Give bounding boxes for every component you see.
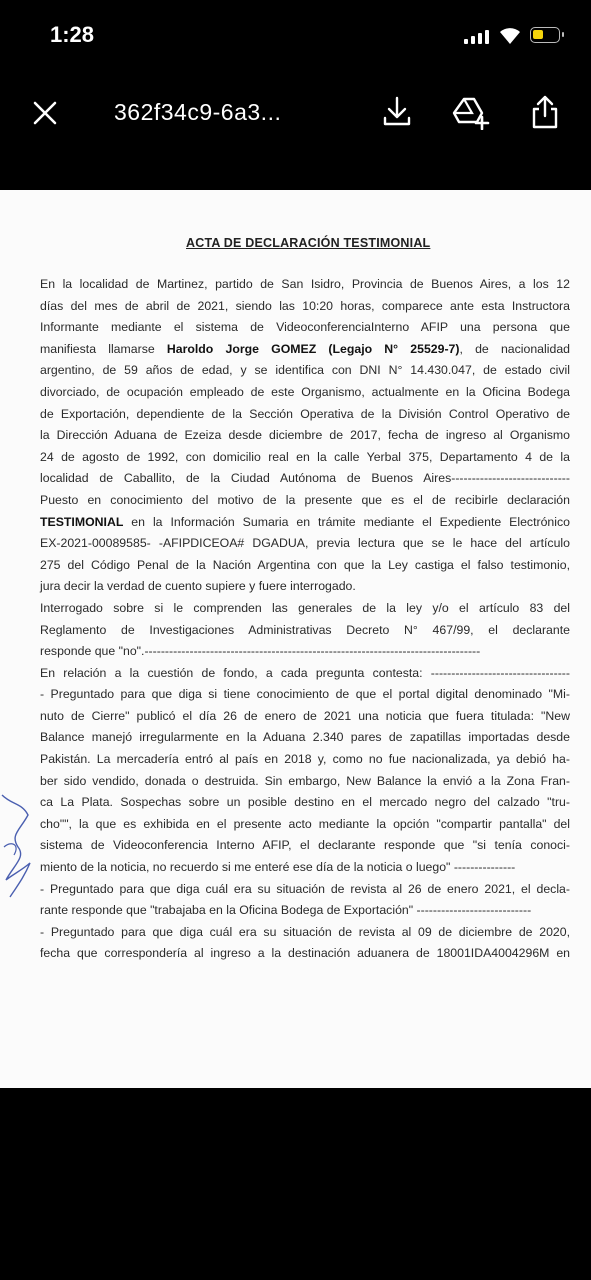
- document-line: ca La Plata. Sospechas sobre un posible destino en el mercado negro del calzado "tru-: [40, 795, 570, 810]
- document-line: nuto de Cierre" publicó el día 26 de enero de 2021 una noticia que fuera titulada: "New: [40, 708, 570, 723]
- document-line: argentino, de 59 años de edad, y se identifica con DNI N° 14.430.047, de estado civil: [40, 363, 570, 378]
- status-time: 1:28: [50, 22, 95, 47]
- document-line: rante responde que "trabajaba en la Oficina Bodega de Exportación" ----------------------------: [40, 903, 532, 918]
- document-line: 24 de agosto de 1992, con domicilio real en la calle Yerbal 375, Departamento 4 de la: [40, 449, 570, 464]
- document-line: Interrogado sobre si le comprenden las generales de la ley y/o el artículo 83 del: [40, 600, 570, 615]
- document-line: miento de la noticia, no recuerdo si me enteré ese día de la noticia o luego" ---------------: [40, 860, 516, 875]
- wifi-icon: [498, 25, 522, 45]
- document-line: cho"", la que es exhibida en el presente acto mediante la opción "compartir pantalla" del: [40, 816, 570, 831]
- viewer-toolbar: [0, 72, 591, 162]
- document-line: Balance manejó irregularmente en la Aduana 2.340 pares de zapatillas importadas desde: [40, 730, 570, 745]
- document-line: divorciado, de ocupación empleado de este Organismo, actualmente en la Oficina Bodega: [40, 384, 570, 399]
- document-line: En relación a la cuestión de fondo, a cada pregunta contesta: ----------------------------------: [40, 665, 570, 680]
- cellular-signal-icon: [464, 30, 492, 44]
- add-to-drive-icon[interactable]: [452, 94, 490, 130]
- file-name: 362f34c9-6a3...: [114, 99, 282, 125]
- document-line: En la localidad de Martinez, partido de San Isidro, Provincia de Buenos Aires, a los 12: [40, 277, 570, 291]
- battery-icon: [530, 27, 560, 43]
- document-line: de Exportación, dependiente de la Sección Operativa de la División Control Operativo de: [40, 406, 570, 421]
- document-line: jura decir la verdad de cuento supiere y fuere interrogado.: [40, 579, 356, 594]
- document-line: sistema de Videoconferencia Interno AFIP, el declarante responde que "si tenía conoci-: [40, 838, 570, 853]
- document-line: Puesto en conocimiento del motivo de la presente que es el de recibirle declaración: [40, 492, 570, 507]
- document-title: ACTA DE DECLARACIÓN TESTIMONIAL: [186, 236, 431, 250]
- document-line: - Preguntado para que diga cuál era su situación de revista al 26 de enero 2021, el decla-: [40, 881, 570, 896]
- document-line: EX-2021-00089585- -AFIPDICEOA# DGADUA, previa lectura que se le hace del artículo: [40, 536, 570, 551]
- document-line: Pakistán. La mercadería entró al país en 2018 y, como no fue nacionalizada, ya debió ha-: [40, 752, 570, 767]
- status-bar: [0, 0, 591, 72]
- document-line: ber sido vendido, donada o destruida. Sin embargo, New Balance la envió a la Zona Fran-: [40, 773, 570, 788]
- document-line: Informante mediante el sistema de VideoconferenciaInterno AFIP una persona que: [40, 320, 570, 335]
- close-icon[interactable]: [30, 98, 60, 128]
- share-icon[interactable]: [528, 94, 562, 130]
- document-line: responde que "no".----------------------------------------------------------------------------------: [40, 644, 481, 659]
- document-page: [0, 190, 591, 1088]
- document-line: - Preguntado para que diga si tiene conocimiento de que el portal digital denominado "Mi-: [40, 687, 570, 702]
- document-line: TESTIMONIAL en la Información Sumaria en trámite mediante el Expediente Electrónico: [40, 514, 570, 529]
- document-line: - Preguntado para que diga cuál era su situación de revista al 09 de diciembre de 2020,: [40, 924, 570, 939]
- document-line: localidad de Caballito, de la Ciudad Autónoma de Buenos Aires-----------------------------: [40, 471, 570, 486]
- document-line: días del mes de abril de 2021, siendo las 10:20 horas, comparece ante esta Instructora: [40, 298, 570, 313]
- document-line: manifiesta llamarse Haroldo Jorge GOMEZ (Legajo N° 25529-7), de nacionalidad: [40, 341, 570, 356]
- document-line: la Dirección Aduana de Ezeiza desde diciembre de 2017, fecha de ingreso al Organismo: [40, 428, 570, 443]
- document-body: [40, 274, 570, 965]
- document-line: 275 del Código Penal de la Nación Argentina con que la Ley castiga el falso testimonio,: [40, 557, 570, 572]
- signature-mark: [0, 785, 40, 905]
- document-line: fecha que correspondería al ingreso a la destinación aduanera de 18001IDA4004296M en: [40, 946, 570, 961]
- document-line: Reglamento de Investigaciones Administrativas Decreto N° 467/99, el declarante: [40, 622, 570, 637]
- download-icon[interactable]: [380, 94, 414, 130]
